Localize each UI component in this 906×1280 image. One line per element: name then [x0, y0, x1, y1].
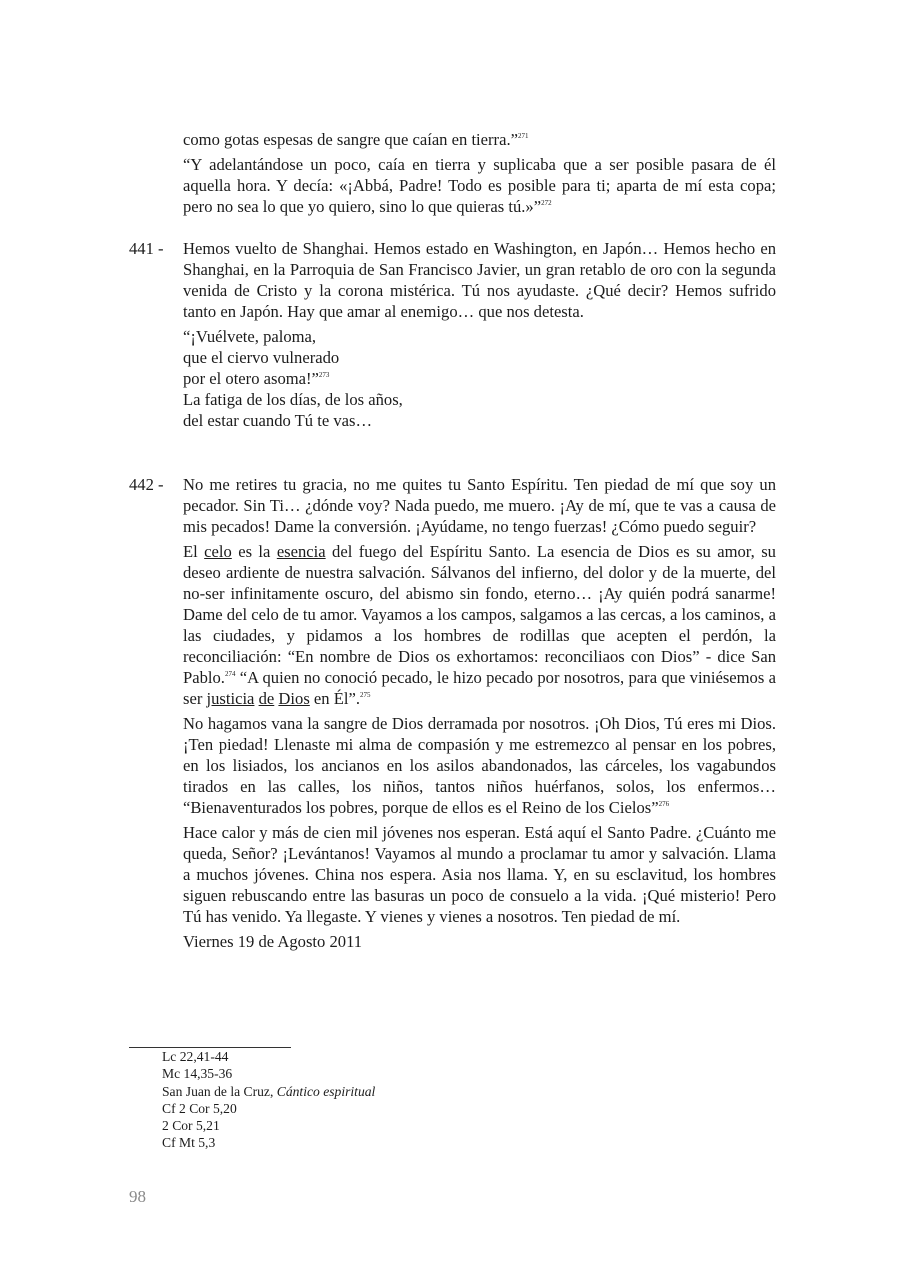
- footnotes: [162, 1048, 375, 1152]
- footnote-275: 2 Cor 5,21: [162, 1118, 220, 1134]
- footnote-272: Mc 14,35-36: [162, 1066, 233, 1082]
- opening-block: [183, 129, 776, 221]
- footnote-274: Cf 2 Cor 5,20: [162, 1100, 237, 1116]
- paragraph: [183, 154, 776, 217]
- underlined-word: de: [258, 689, 275, 708]
- footnote-ref[interactable]: 274: [224, 670, 236, 678]
- poem: [183, 326, 776, 431]
- paragraph: Hemos vuelto de Shanghai. Hemos estado en Washington, en Japón… Hemos hecho en Shanghai, en la Parroquia de San Francisco Javier, un gran retablo de oro con la segunda venida de Cristo y la corona mistérica. Tú nos ayudaste. ¿Qué decir? Hemos sufrido tanto en Japón. Hay que amar al enemigo… que nos detesta.: [183, 239, 776, 321]
- footnote-276: Cf Mt 5,3: [162, 1135, 216, 1151]
- poem-line: “¡Vuélvete, paloma,: [183, 327, 317, 346]
- paragraph: [183, 129, 776, 150]
- footnote-ref[interactable]: 271: [517, 132, 529, 140]
- footnote-ref[interactable]: 272: [541, 199, 552, 207]
- paragraph: Hace calor y más de cien mil jóvenes nos esperan. Está aquí el Santo Padre. ¿Cuánto me queda, Señor? ¡Levántanos! Vayamos al mundo a proclamar tu amor y salvación. Llama a muchos jóvenes. China nos espera. Asia nos llama. Y, en su esclavitud, los hombres siguen rebuscando entre las basuras un poco de consuelo a la vida. ¡Qué misterio! Pero Tú has venido. Ya llegaste. Y vienes y vienes a nosotros. Ten piedad de mí.: [183, 823, 776, 926]
- poem-line-text: por el otero asoma!”: [183, 369, 319, 388]
- section-442: [183, 474, 776, 956]
- paragraph: El celo es la esencia del fuego del Espíritu Santo. La esencia de Dios es su amor, su deseo ardiente de nuestra salvación. Sálvanos del infierno, del dolor y de la muerte, del no-ser infinitamente oscuro, del abismo sin fondo, eterno… ¡Ay quién podrá sanarme! Dame del celo de tu amor. Vayamos a los campos, salgamos a las cercas, a los caminos, a las ciudades, y pidamos a los hombres de rodillas que acepten el perdón, la reconciliación: “En nombre de Dios os exhortamos: reconciliaos con Dios” - dice San Pablo.$^{274}$ “A quien no conoció pecado, le hizo pecado por nosotros, para que viniésemos a ser justicia de Dios en Él”.$^{275}$: [183, 542, 776, 708]
- footnote-273: San Juan de la Cruz, Cántico espiritual: [162, 1083, 376, 1099]
- footnote-ref[interactable]: 276: [658, 800, 670, 808]
- underlined-word: celo: [204, 542, 232, 561]
- paragraph-text: “Y adelantándose un poco, caía en tierra y suplicaba que a ser posible pasara de él aquella hora. Y decía: «¡Abbá, Padre! Todo es posible para ti; aparta de mí esta copa; pero no sea lo que yo quiero, sino lo que quieras tú.»”: [183, 155, 776, 216]
- poem-line: [183, 368, 776, 389]
- paragraph-text: No hagamos vana la sangre de Dios derramada por nosotros. ¡Oh Dios, Tú eres mi Dios. ¡Ten piedad! Llenaste mi alma de compasión y me estremezco al pensar en los pobres, en los lisiados, los ancianos en los asilos abandonados, las cárceles, los vagabundos tirados en las calles, los niños, tantos niños huérfanos, solos, los enfermos… “Bienaventurados los pobres, porque de ellos es el Reino de los Cielos”: [183, 714, 776, 817]
- footnote-271: Lc 22,41-44: [162, 1049, 229, 1064]
- underlined-word: Dios: [278, 689, 310, 708]
- footnote-ref[interactable]: 273: [318, 371, 330, 379]
- paragraph: [183, 713, 776, 818]
- poem-line: que el ciervo vulnerado: [183, 348, 340, 367]
- section-number-441: 441 -: [129, 239, 164, 258]
- work-title: Cántico espiritual: [276, 1083, 376, 1099]
- underlined-word: esencia: [276, 542, 326, 561]
- poem-line: La fatiga de los días, de los años,: [183, 390, 403, 409]
- underlined-word: justicia: [206, 689, 255, 708]
- paragraph: No me retires tu gracia, no me quites tu Santo Espíritu. Ten piedad de mí que soy un pecador. Sin Ti… ¿dónde voy? Nada puedo, me muero. ¡Ay de mí, que te vas a causa de mis pecados! Dame la conversión. ¡Ayúdame, no tengo fuerzas! ¿Cómo puedo seguir?: [183, 475, 776, 536]
- page-number: 98: [129, 1187, 146, 1206]
- date-line: Viernes 19 de Agosto 2011: [183, 932, 363, 951]
- section-number-442: 442 -: [129, 475, 164, 494]
- poem-line: del estar cuando Tú te vas…: [183, 411, 373, 430]
- section-441: [183, 238, 776, 431]
- footnote-ref[interactable]: 275: [360, 691, 371, 699]
- paragraph-text: como gotas espesas de sangre que caían en tierra.”: [183, 130, 518, 149]
